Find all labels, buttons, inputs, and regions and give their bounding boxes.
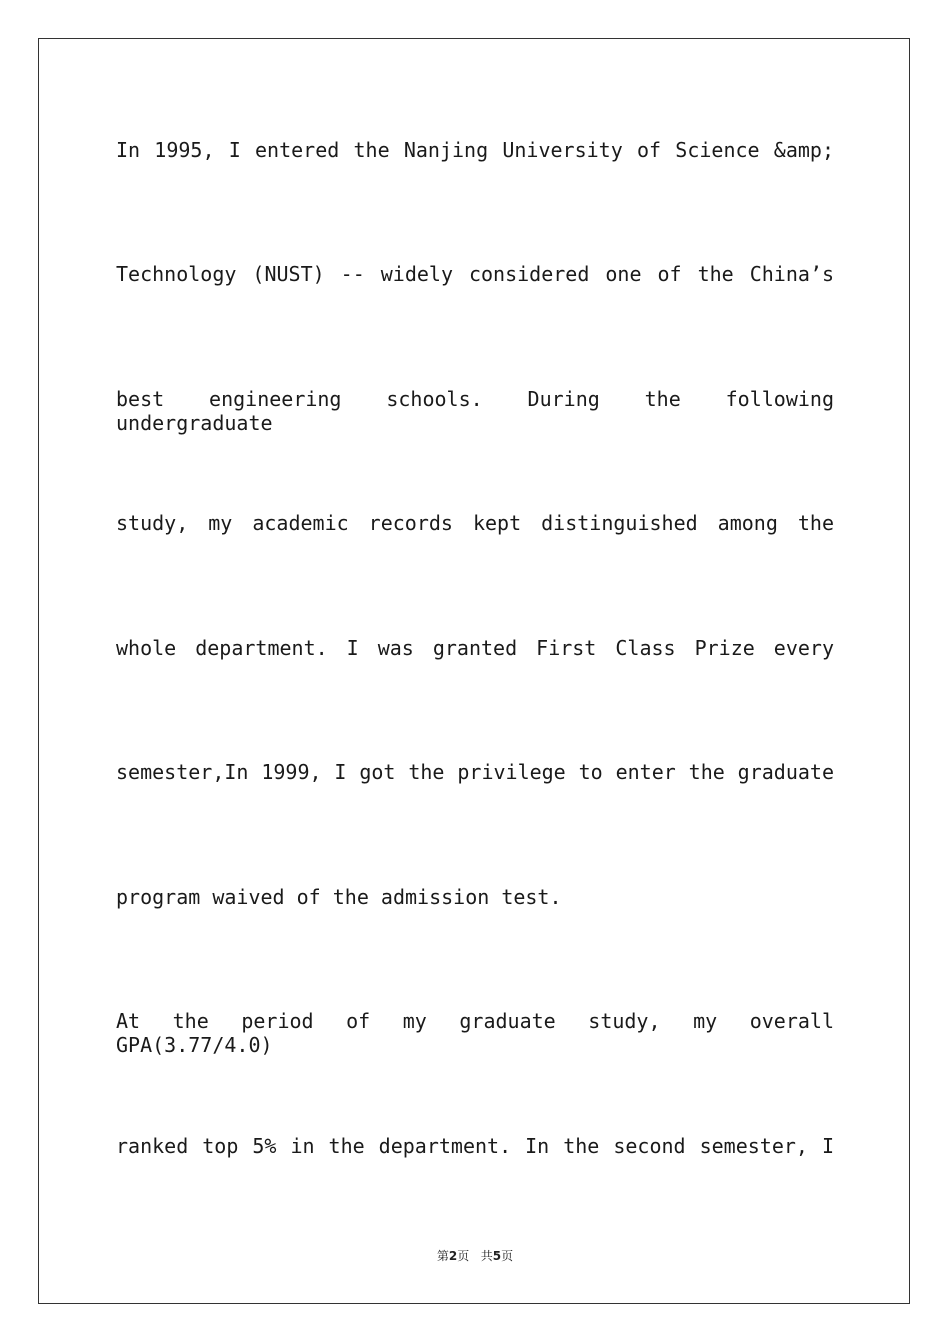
footer-prefix: 第 <box>436 1249 449 1263</box>
body-text-line-1: In 1995, I entered the Nanjing University of Science &amp; <box>116 138 834 162</box>
body-text-line-4: study, my academic records kept distinguished among the <box>116 511 834 535</box>
footer-total-pages: 5 <box>492 1249 502 1263</box>
body-text-line-3: best engineering schools. During the following undergraduate <box>116 387 834 435</box>
footer-total-prefix: 共 <box>480 1249 493 1263</box>
footer-current-page: 2 <box>448 1249 458 1263</box>
page-footer <box>0 1248 950 1264</box>
body-text-line-7: program waived of the admission test. <box>116 885 562 909</box>
body-text-line-6: semester,In 1999, I got the privilege to enter the graduate <box>116 760 834 784</box>
footer-page-unit: 页 <box>457 1249 470 1263</box>
body-text-line-5: whole department. I was granted First Class Prize every <box>116 636 834 660</box>
body-text-line-2: Technology (NUST) -- widely considered one of the China’s <box>116 262 834 286</box>
page-border <box>38 38 910 1304</box>
footer-total-unit: 页 <box>501 1249 514 1263</box>
body-text-line-9: ranked top 5% in the department. In the second semester, I <box>116 1134 834 1158</box>
body-text-line-8: At the period of my graduate study, my overall GPA(3.77/4.0) <box>116 1009 834 1057</box>
